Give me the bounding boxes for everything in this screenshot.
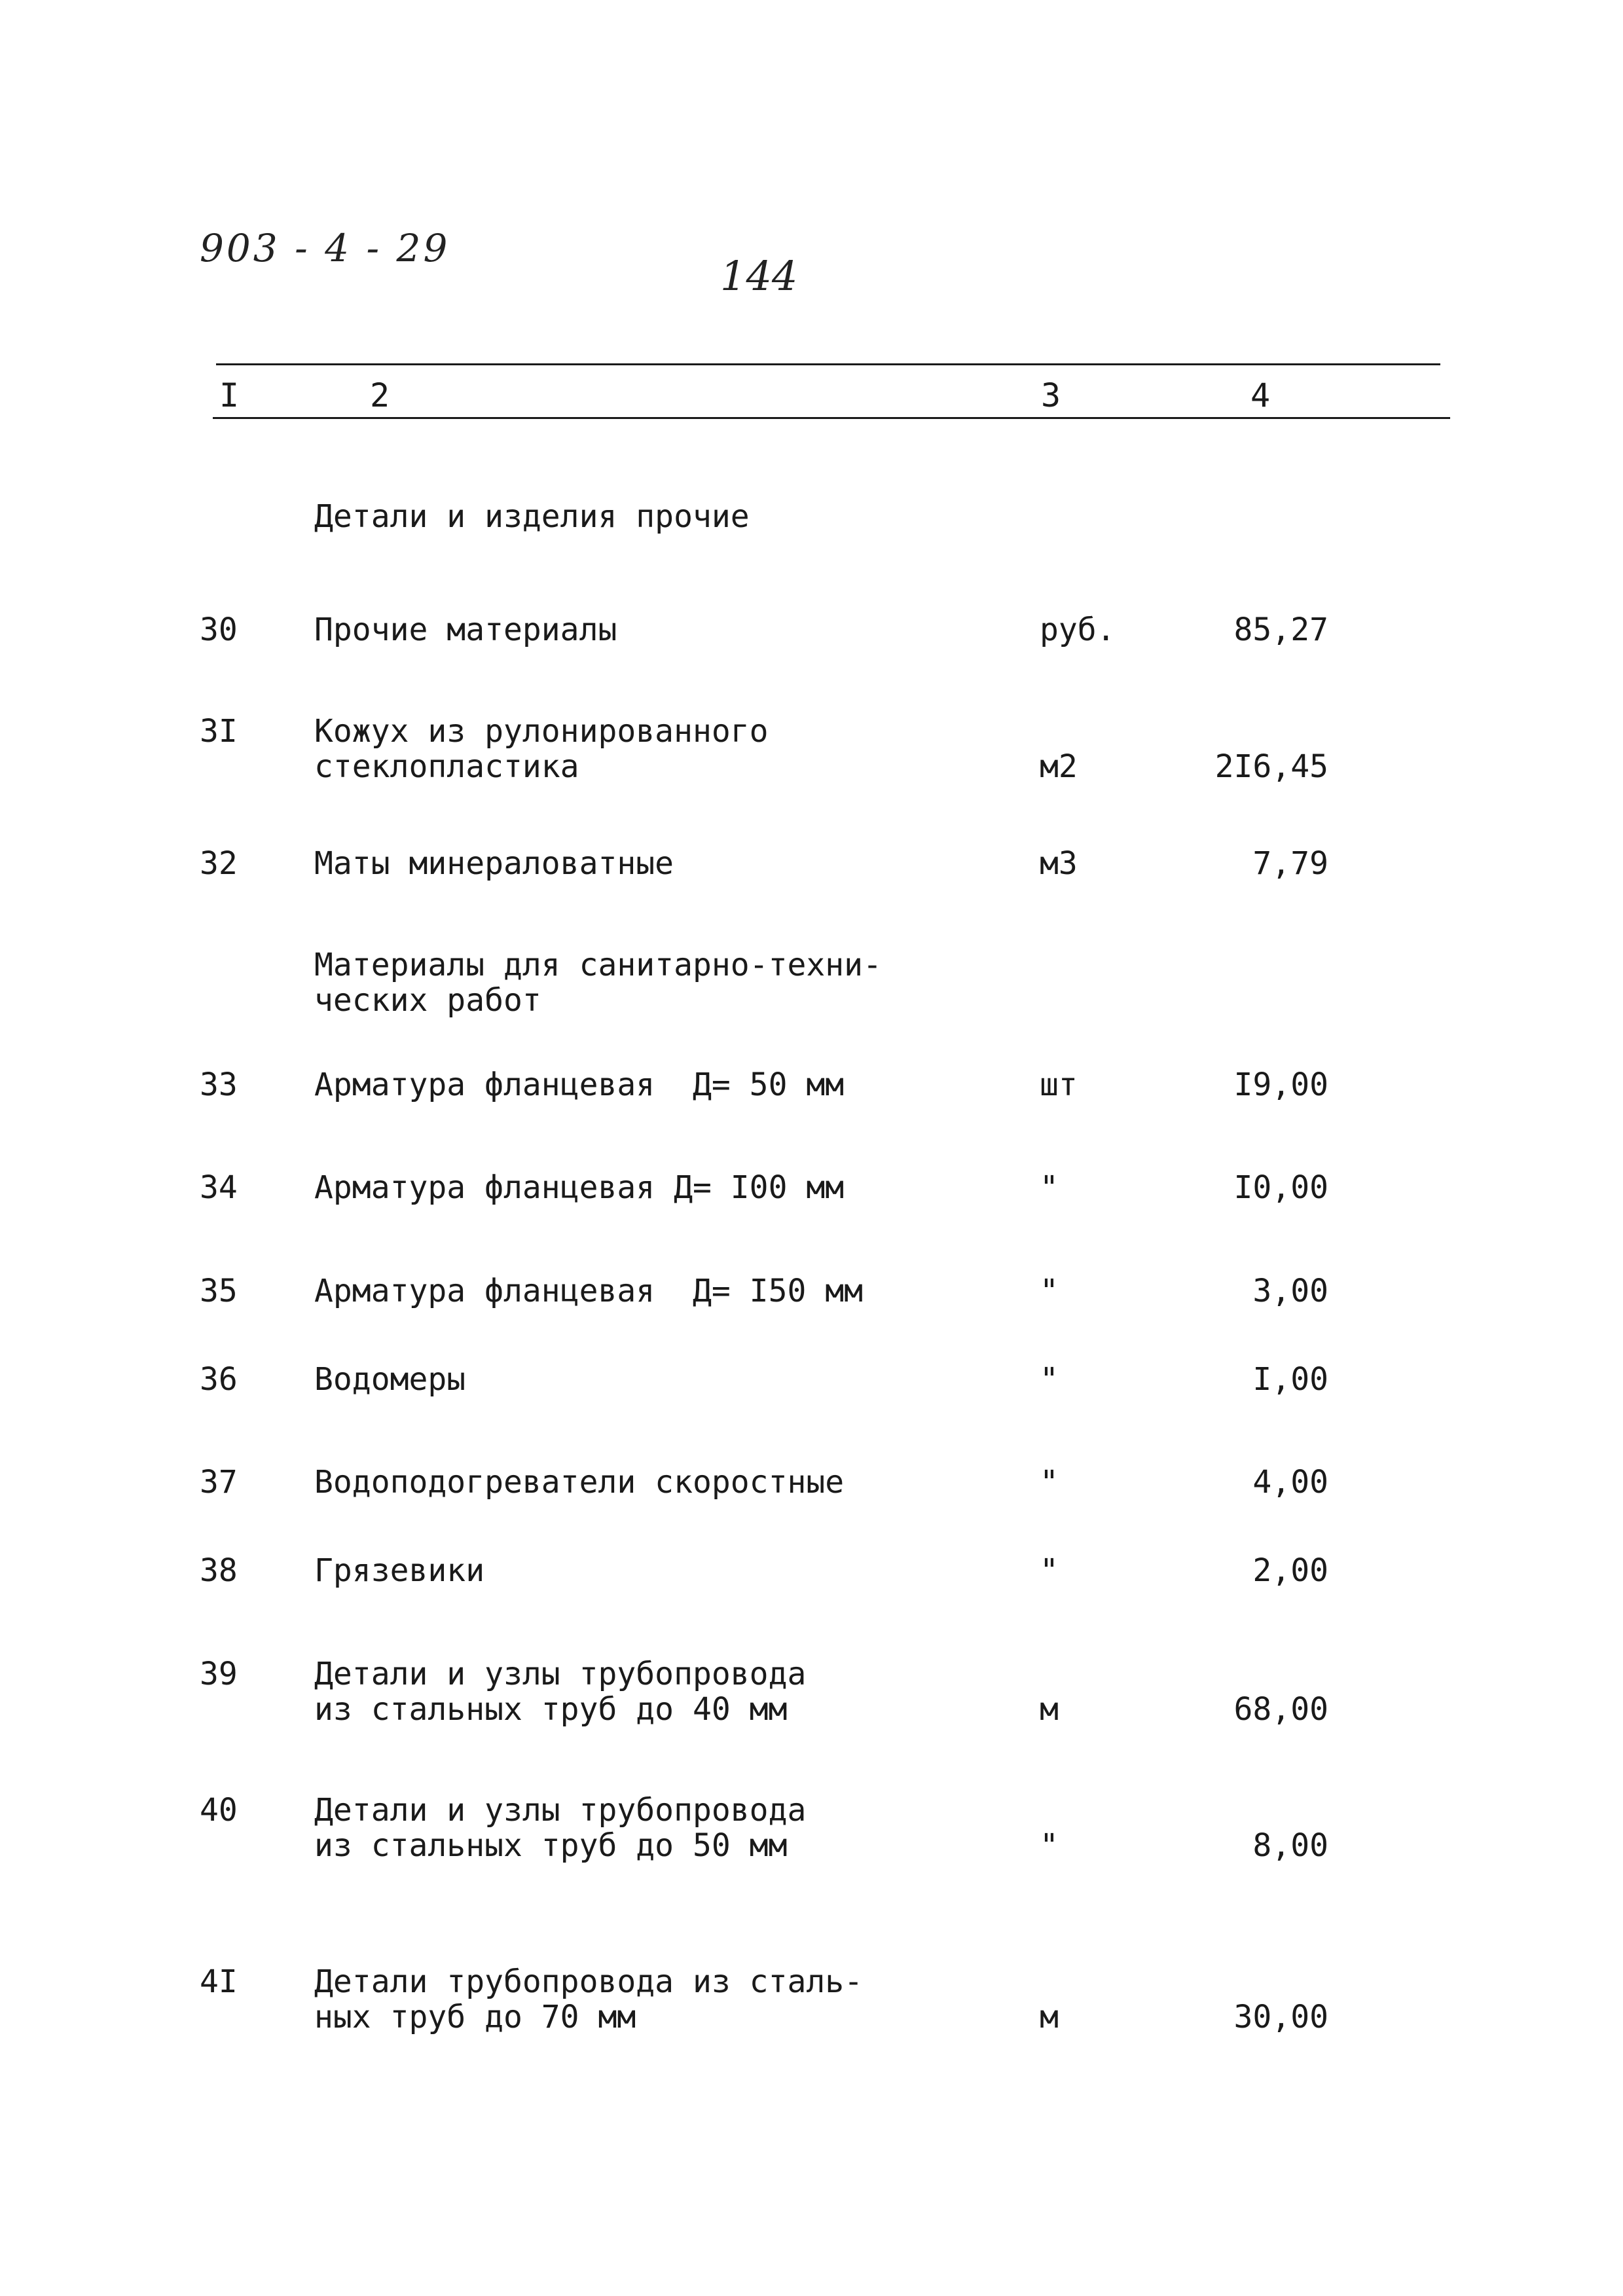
- row-unit: шт: [1040, 1066, 1078, 1103]
- column-header-number: I: [219, 376, 240, 414]
- row-name: Водоподогреватели скоростные: [314, 1464, 845, 1501]
- row-quantity: 2I6,45: [1214, 748, 1328, 785]
- row-unit: руб.: [1040, 611, 1116, 648]
- document-code: 903 - 4 - 29: [200, 226, 450, 270]
- row-quantity: 85,27: [1233, 611, 1328, 648]
- row-unit: ": [1040, 1464, 1059, 1501]
- row-name: Водомеры: [314, 1361, 466, 1398]
- column-header-quantity: 4: [1250, 376, 1271, 414]
- row-name: Арматура фланцевая Д= I50 мм: [314, 1273, 864, 1309]
- row-quantity: 7,79: [1252, 845, 1328, 882]
- row-name: Прочие материалы: [314, 611, 617, 648]
- row-quantity: 30,00: [1233, 1999, 1328, 2035]
- row-quantity: I9,00: [1233, 1066, 1328, 1103]
- row-unit: м: [1040, 1999, 1059, 2035]
- row-name: Детали и узлы трубопровода из стальных труб до 40 мм: [314, 1656, 807, 1728]
- row-unit: ": [1040, 1273, 1059, 1309]
- row-number: 38: [200, 1552, 238, 1589]
- row-unit: ": [1040, 1169, 1059, 1206]
- row-number: 37: [200, 1464, 238, 1501]
- section-heading-misc-parts: Детали и изделия прочие: [314, 498, 750, 535]
- row-name: Кожух из рулонированного стеклопластика: [314, 713, 769, 785]
- row-name: Детали трубопровода из сталь- ных труб до 70 мм: [314, 1963, 864, 2035]
- row-number: 4I: [200, 1963, 238, 2000]
- row-name: Арматура фланцевая Д= 50 мм: [314, 1066, 845, 1103]
- row-number: 39: [200, 1656, 238, 1692]
- table-top-rule: [216, 363, 1440, 365]
- row-quantity: I,00: [1252, 1361, 1328, 1398]
- row-quantity: I0,00: [1233, 1169, 1328, 1206]
- page-number: 144: [720, 252, 798, 300]
- row-number: 36: [200, 1361, 238, 1398]
- row-quantity: 4,00: [1252, 1464, 1328, 1501]
- row-quantity: 68,00: [1233, 1691, 1328, 1728]
- row-unit: м3: [1040, 845, 1078, 882]
- row-number: 3I: [200, 713, 238, 750]
- row-name: Грязевики: [314, 1552, 485, 1589]
- section-heading-plumbing-materials: Материалы для санитарно-техни- ческих работ: [314, 947, 882, 1019]
- row-number: 32: [200, 845, 238, 882]
- row-quantity: 8,00: [1252, 1827, 1328, 1864]
- row-unit: ": [1040, 1827, 1059, 1864]
- row-name: Маты минераловатные: [314, 845, 674, 882]
- row-number: 34: [200, 1169, 238, 1206]
- row-name: Арматура фланцевая Д= I00 мм: [314, 1169, 845, 1206]
- column-header-unit: 3: [1041, 376, 1061, 414]
- row-unit: м2: [1040, 748, 1078, 785]
- row-unit: м: [1040, 1691, 1059, 1728]
- row-number: 33: [200, 1066, 238, 1103]
- table-header-rule: [213, 417, 1450, 419]
- row-unit: ": [1040, 1552, 1059, 1589]
- row-number: 35: [200, 1273, 238, 1309]
- column-header-name: 2: [370, 376, 390, 414]
- row-unit: ": [1040, 1361, 1059, 1398]
- row-number: 30: [200, 611, 238, 648]
- row-name: Детали и узлы трубопровода из стальных труб до 50 мм: [314, 1792, 807, 1864]
- row-quantity: 2,00: [1252, 1552, 1328, 1589]
- row-quantity: 3,00: [1252, 1273, 1328, 1309]
- row-number: 40: [200, 1792, 238, 1829]
